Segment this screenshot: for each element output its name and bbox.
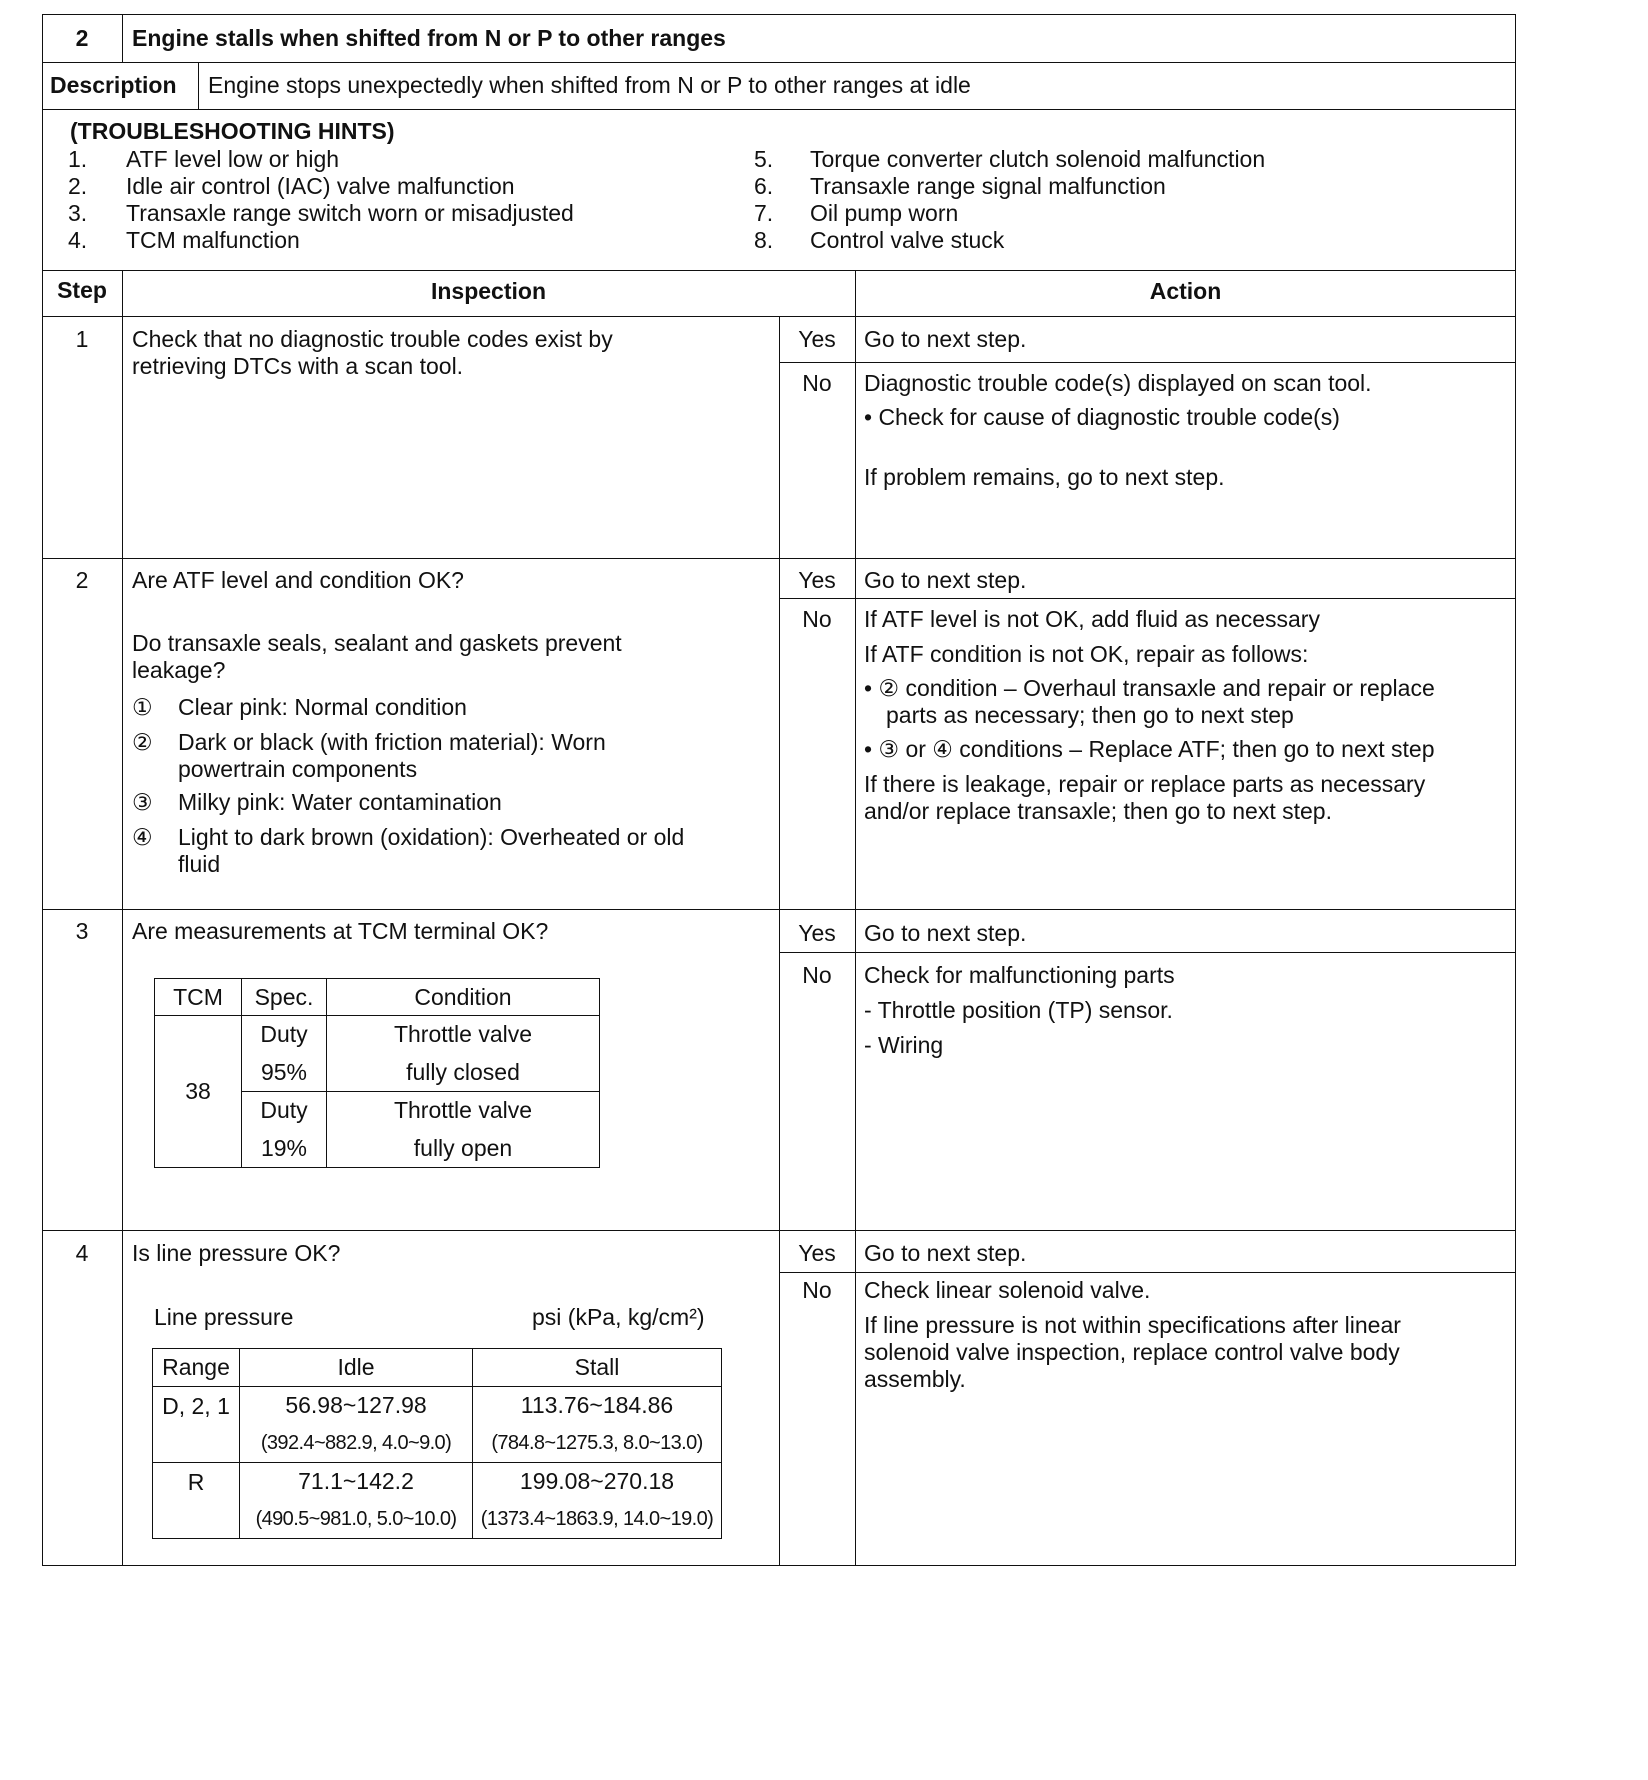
problem-title: Engine stalls when shifted from N or P to other ranges [132, 25, 726, 51]
problem-number: 2 [75, 25, 89, 51]
range-cell: R [153, 1463, 240, 1539]
step-inspection: Are measurements at TCM terminal OK? [132, 918, 549, 944]
hint-number: 6. [754, 173, 774, 199]
step-number: 3 [75, 918, 89, 944]
no-action-line: Check for malfunctioning parts [864, 962, 1175, 988]
condition-cell: Throttle valve [327, 1092, 600, 1130]
idle-cell: (392.4~882.9, 4.0~9.0) [240, 1425, 473, 1463]
hint-text: Oil pump worn [810, 200, 959, 226]
condition-cell: Throttle valve [327, 1016, 600, 1054]
inspection-column-header: Inspection [430, 278, 546, 304]
no-action-line: If ATF condition is not OK, repair as follows: [864, 641, 1309, 667]
step-column-header: Step [57, 277, 107, 303]
tcm-spec-table [154, 978, 600, 1168]
table-header: Condition [327, 979, 600, 1016]
idle-cell: 56.98~127.98 [240, 1387, 473, 1425]
no-action-line: If there is leakage, repair or replace parts as necessary and/or replace transaxle; then go to next step. [864, 771, 1426, 824]
no-label: No [802, 1277, 832, 1303]
idle-cell: 71.1~142.2 [240, 1463, 473, 1501]
yes-label: Yes [798, 920, 836, 946]
yes-no-divider [779, 598, 1516, 599]
hints-heading: (TROUBLESHOOTING HINTS) [70, 118, 395, 144]
no-action-line: • Check for cause of diagnostic trouble code(s) [864, 404, 1340, 430]
condition-cell: fully closed [327, 1054, 600, 1092]
yes-label: Yes [798, 567, 836, 593]
yes-label: Yes [798, 326, 836, 352]
no-label: No [802, 606, 832, 632]
hint-number: 1. [68, 146, 88, 172]
step-number: 4 [75, 1240, 89, 1266]
title-divider [122, 14, 123, 62]
spec-cell: Duty [242, 1016, 327, 1054]
yes-label: Yes [798, 1240, 836, 1266]
table-header: TCM [155, 979, 242, 1016]
condition-mark: ③ [132, 789, 153, 815]
description-text: Engine stops unexpectedly when shifted from N or P to other ranges at idle [208, 72, 971, 98]
condition-mark: ④ [132, 824, 153, 850]
spec-cell: 95% [242, 1054, 327, 1092]
stall-cell: 113.76~184.86 [473, 1387, 722, 1425]
hint-text: Transaxle range switch worn or misadjusted [126, 200, 574, 226]
yes-action: Go to next step. [864, 1240, 1027, 1266]
hint-number: 5. [754, 146, 774, 172]
hint-number: 4. [68, 227, 88, 253]
table-header: Range [153, 1349, 240, 1387]
yes-no-divider [779, 362, 1516, 363]
no-action-line: • ③ or ④ conditions – Replace ATF; then go to next step [864, 736, 1435, 762]
yes-action: Go to next step. [864, 567, 1027, 593]
hint-text: Control valve stuck [810, 227, 1005, 253]
yes-no-divider [779, 1272, 1516, 1273]
step-inspection: Check that no diagnostic trouble codes exist by retrieving DTCs with a scan tool. [132, 326, 613, 379]
no-action-line: Diagnostic trouble code(s) displayed on scan tool. [864, 370, 1372, 396]
condition-text: Light to dark brown (oxidation): Overheated or old fluid [178, 824, 685, 877]
step-number: 2 [75, 567, 89, 593]
description-row-bottom [42, 109, 1516, 110]
condition-text: Dark or black (with friction material): Worn powertrain components [178, 729, 606, 782]
line-pressure-table [152, 1348, 722, 1539]
no-action-line: If line pressure is not within specifications after linear solenoid valve inspection, replace control valve body assembly. [864, 1312, 1401, 1392]
no-action-line: • ② condition – Overhaul transaxle and repair or replace parts as necessary; then go to next step [864, 675, 1435, 728]
no-action-line: - Wiring [864, 1032, 944, 1058]
condition-cell: fully open [327, 1130, 600, 1168]
yes-action: Go to next step. [864, 326, 1027, 352]
no-action-line: - Throttle position (TP) sensor. [864, 997, 1173, 1023]
hint-number: 2. [68, 173, 88, 199]
idle-cell: (490.5~981.0, 5.0~10.0) [240, 1501, 473, 1539]
range-cell: D, 2, 1 [153, 1387, 240, 1463]
spec-cell: 19% [242, 1130, 327, 1168]
condition-text: Clear pink: Normal condition [178, 694, 467, 720]
action-column-line [855, 270, 856, 1566]
hint-text: Torque converter clutch solenoid malfunction [810, 146, 1266, 172]
description-divider [198, 62, 199, 109]
hints-bottom [42, 270, 1516, 271]
hint-text: TCM malfunction [126, 227, 300, 253]
hint-text: Idle air control (IAC) valve malfunction [126, 173, 515, 199]
step-2-bottom [42, 909, 1516, 910]
table-header: Spec. [242, 979, 327, 1016]
condition-mark: ① [132, 694, 153, 720]
no-action-line: If ATF level is not OK, add fluid as necessary [864, 606, 1320, 632]
table-header: Stall [473, 1349, 722, 1387]
no-label: No [802, 370, 832, 396]
hint-number: 3. [68, 200, 88, 226]
hint-text: Transaxle range signal malfunction [810, 173, 1166, 199]
troubleshooting-page [42, 14, 1516, 1566]
step-3-bottom [42, 1230, 1516, 1231]
no-action-line: If problem remains, go to next step. [864, 464, 1225, 490]
hint-text: ATF level low or high [126, 146, 340, 172]
table-header: Idle [240, 1349, 473, 1387]
yes-action: Go to next step. [864, 920, 1027, 946]
description-label: Description [50, 72, 177, 98]
line-pressure-units: psi (kPa, kg/cm²) [532, 1304, 705, 1330]
spec-cell: Duty [242, 1092, 327, 1130]
step-inspection: Is line pressure OK? [132, 1240, 341, 1266]
action-column-header: Action [1149, 278, 1222, 304]
hint-number: 8. [754, 227, 774, 253]
condition-text: Milky pink: Water contamination [178, 789, 502, 815]
title-row-bottom [42, 62, 1516, 63]
line-pressure-title: Line pressure [154, 1304, 294, 1330]
stall-cell: (1373.4~1863.9, 14.0~19.0) [473, 1501, 722, 1539]
step-number: 1 [75, 326, 89, 352]
no-label: No [802, 962, 832, 988]
tcm-terminal: 38 [155, 1016, 242, 1168]
no-action-line: Check linear solenoid valve. [864, 1277, 1151, 1303]
stall-cell: 199.08~270.18 [473, 1463, 722, 1501]
stall-cell: (784.8~1275.3, 8.0~13.0) [473, 1425, 722, 1463]
step-inspection-question: Do transaxle seals, sealant and gaskets prevent leakage? [132, 630, 622, 683]
yes-no-divider [779, 952, 1516, 953]
hint-number: 7. [754, 200, 774, 226]
step-column-line [122, 270, 123, 1566]
step-inspection: Are ATF level and condition OK? [132, 567, 464, 593]
condition-mark: ② [132, 729, 153, 755]
step-1-bottom [42, 558, 1516, 559]
